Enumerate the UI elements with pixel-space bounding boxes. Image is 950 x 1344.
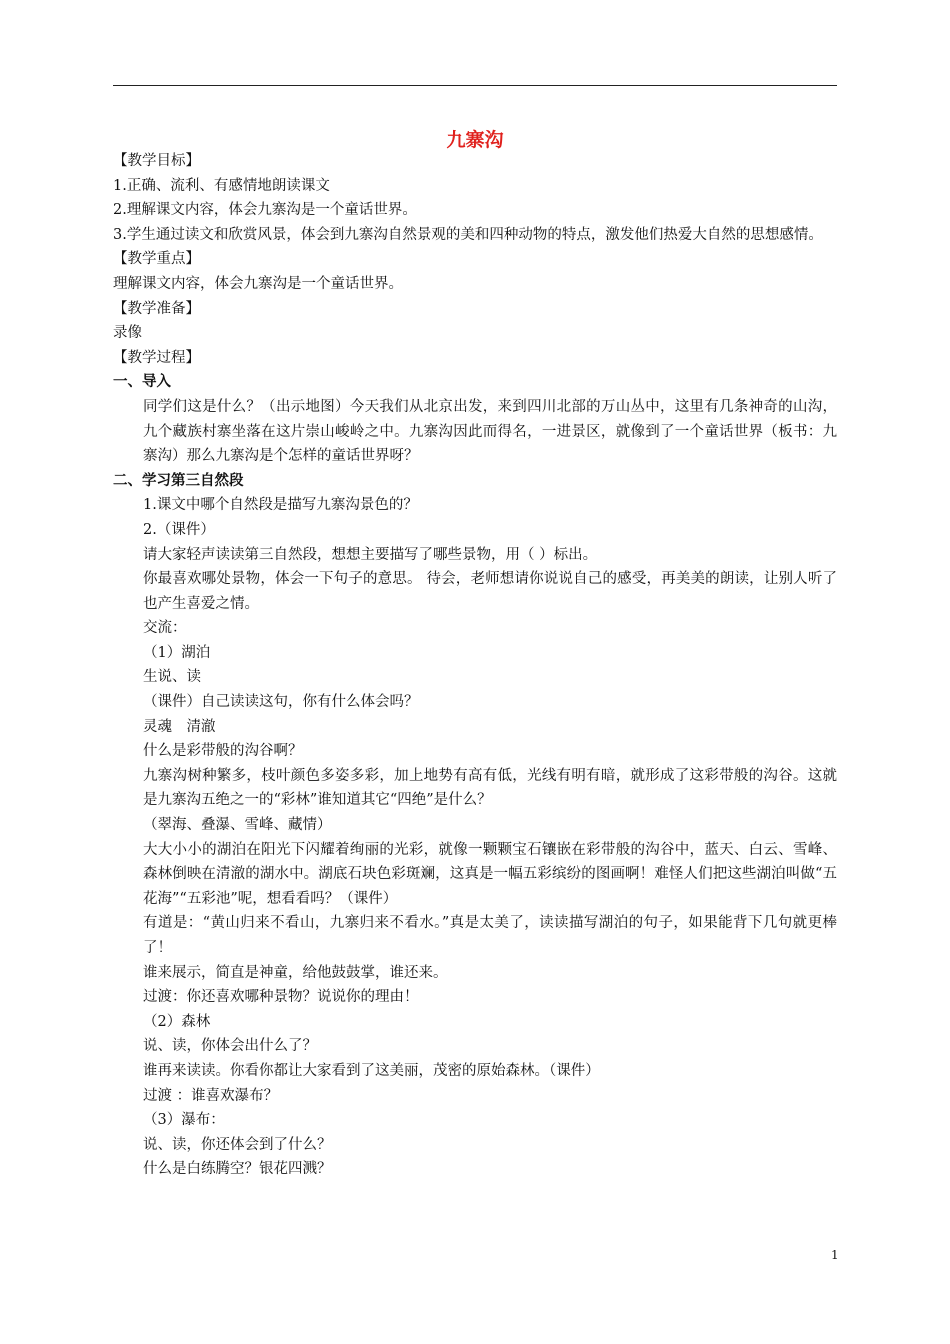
text-line: 同学们这是什么？（出示地图）今天我们从北京出发，来到四川北部的万山丛中，这里有几条神奇的山沟，九个藏族村寨坐落在这片崇山峻岭之中。九寨沟因此而得名，一进景区，就像到了一个童话世界（板书：九寨沟）那么九寨沟是个怎样的童话世界呀？	[143, 398, 837, 465]
text-line: 理解课文内容，体会九寨沟是一个童话世界。	[113, 275, 403, 292]
text-line: 2.理解课文内容，体会九寨沟是一个童话世界。	[113, 202, 417, 219]
text-line: （2）森林	[143, 1013, 211, 1030]
text-line: （翠海、叠瀑、雪峰、藏情）	[143, 817, 332, 834]
text-line: 过渡：你还喜欢哪种景物？说说你的理由！	[143, 989, 419, 1006]
text-line: 谁来展示，简直是神童，给他鼓鼓掌，谁还来。	[143, 964, 448, 981]
document-body	[113, 149, 837, 1182]
text-line: 请大家轻声读读第三自然段，想想主要描写了哪些景物，用（ ）标出。	[143, 546, 598, 563]
document-title: 九寨沟	[446, 129, 504, 151]
header-rule	[113, 85, 837, 86]
text-line: 过渡 ：谁喜欢瀑布？	[143, 1087, 279, 1104]
text-line: 灵魂 清澈	[143, 718, 216, 735]
text-line: 你最喜欢哪处景物，体会一下句子的意思。 待会，老师想请你说说自己的感受，再美美的朗读，让别人听了也产生喜爱之情。	[143, 571, 837, 612]
text-line: 一、导入	[113, 374, 171, 391]
text-line: 3.学生通过读文和欣赏风景，体会到九寨沟自然景观的美和四种动物的特点，激发他们热爱大自然的思想感情。	[113, 226, 823, 243]
text-line: 九寨沟树种繁多，枝叶颜色多姿多彩，加上地势有高有低，光线有明有暗，就形成了这彩带般的沟谷。这就是九寨沟五绝之一的“彩林”谁知道其它“四绝”是什么？	[143, 767, 837, 809]
text-line: 什么是彩带般的沟谷啊？	[143, 743, 303, 760]
text-line: 【教学目标】	[113, 153, 200, 169]
text-line: 谁再来读读。你看你都让大家看到了这美丽，茂密的原始森林。（课件）	[143, 1062, 600, 1079]
text-line: 说、读，你还体会到了什么？	[143, 1136, 332, 1153]
text-line: 生说、读	[143, 669, 201, 686]
text-line: （3）瀑布：	[143, 1112, 225, 1129]
text-line: 说、读，你体会出什么了？	[143, 1038, 317, 1055]
text-line: 有道是：“黄山归来不看山，九寨归来不看水。”真是太美了，读读描写湖泊的句子，如果能背下几句就更棒了！	[143, 915, 837, 956]
text-line: （1）湖泊	[143, 644, 211, 661]
text-line: 1.课文中哪个自然段是描写九寨沟景色的？	[143, 497, 418, 514]
text-line: 【教学准备】	[113, 300, 200, 317]
text-line: 什么是白练腾空？银花四溅？	[143, 1161, 332, 1178]
text-line: 大大小小的湖泊在阳光下闪耀着绚丽的光彩，就像一颗颗宝石镶嵌在彩带般的沟谷中，蓝天、白云、雪峰、森林倒映在清澈的湖水中。湖底石块色彩斑斓，这真是一幅五彩缤纷的图画啊！难怪人们把这些湖泊叫做“五花海”“五彩池”呢，想看看吗？（课件）	[143, 841, 837, 907]
text-line: 【教学重点】	[113, 251, 200, 268]
text-line: 二、学习第三自然段	[113, 472, 244, 489]
text-line: 2.（课件）	[143, 521, 215, 538]
text-line: （课件）自己读读这句，你有什么体会吗？	[143, 694, 419, 711]
text-line: 录像	[113, 325, 142, 342]
text-line: 1.正确、流利、有感情地朗读课文	[113, 177, 330, 194]
text-line: 【教学过程】	[113, 349, 200, 366]
text-line: 交流：	[143, 620, 187, 637]
page-number: 1	[831, 1248, 839, 1262]
